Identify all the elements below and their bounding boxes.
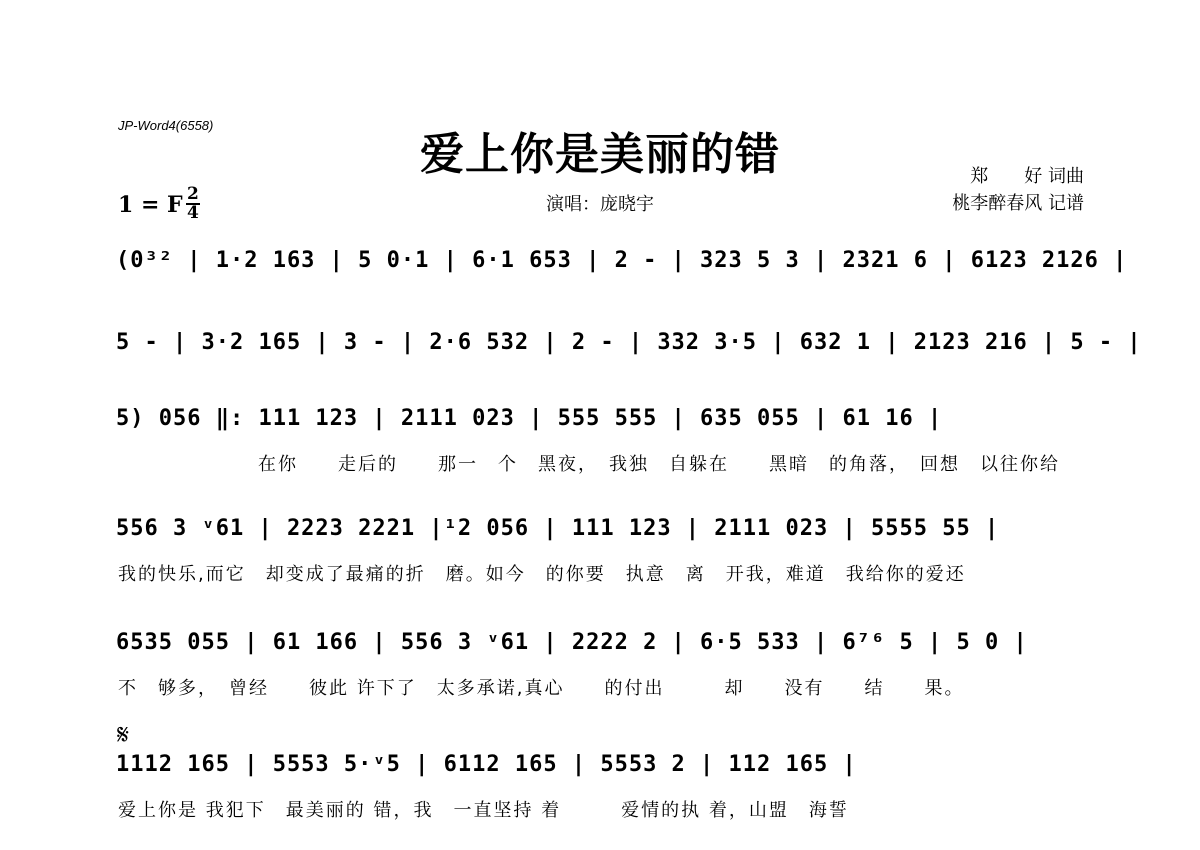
score-row-5 [116, 630, 1092, 664]
key-signature: 1 = F [118, 192, 183, 218]
time-signature [186, 186, 200, 222]
time-numerator: 2 [187, 184, 199, 204]
row-notes: (0³² | 1·2 163 | 5 0·1 | 6·1 653 | 2 - | 323 5 3 | 2321 6 | 6123 2126 | [116, 248, 1128, 273]
row-notes: 1112 165 | 5553 5·ᵛ5 | 6112 165 | 5553 2 | 112 165 | [116, 752, 857, 777]
lyric-line-4: 爱上你是 我犯下 最美丽的 错，我 一直坚持 着 爱情的执 着，山盟 海誓 [118, 800, 849, 821]
score-row-2 [116, 330, 1142, 364]
song-title: 爱上你是美丽的错 [420, 129, 780, 180]
lyric-line-1: 在你 走后的 那一 个 黑夜， 我独 自躲在 黑暗 的角落， 回想 以往你给 [118, 454, 1060, 475]
software-label: JP-Word4(6558) [118, 118, 214, 133]
score-row-1 [116, 248, 1128, 282]
score-row-3 [116, 406, 1092, 440]
score-row-4 [116, 516, 1092, 550]
lyricist-composer: 郑 好 词曲 [970, 166, 1084, 187]
score-row-6 [116, 752, 1092, 786]
singer-credit: 演唱：庞晓宇 [546, 194, 654, 215]
row-notes: 6535 055 | 61 166 | 556 3 ᵛ61 | 2222 2 | 6·5 533 | 6⁷⁶ 5 | 5 0 | [116, 630, 1028, 655]
lyric-line-2: 我的快乐,而它 却变成了最痛的折 磨。如今 的你要 执意 离 开我，难道 我给你的爱还 [118, 564, 966, 585]
lyric-line-3: 不 够多， 曾经 彼此 许下了 太多承诺,真心 的付出 却 没有 结 果。 [118, 678, 965, 699]
time-denominator: 4 [187, 203, 199, 223]
row-notes: 556 3 ᵛ61 | 2223 2221 |¹2 056 | 111 123 | 2111 023 | 5555 55 | [116, 516, 1000, 541]
segno-sign: 𝄋 [117, 718, 130, 751]
transcriber: 桃李醉春风 记谱 [952, 193, 1084, 214]
row-notes: 5 - | 3·2 165 | 3 - | 2·6 532 | 2 - | 332 3·5 | 632 1 | 2123 216 | 5 - | [116, 330, 1142, 355]
row-notes: 5) 056 ‖: 111 123 | 2111 023 | 555 555 | 635 055 | 61 16 | [116, 406, 943, 431]
